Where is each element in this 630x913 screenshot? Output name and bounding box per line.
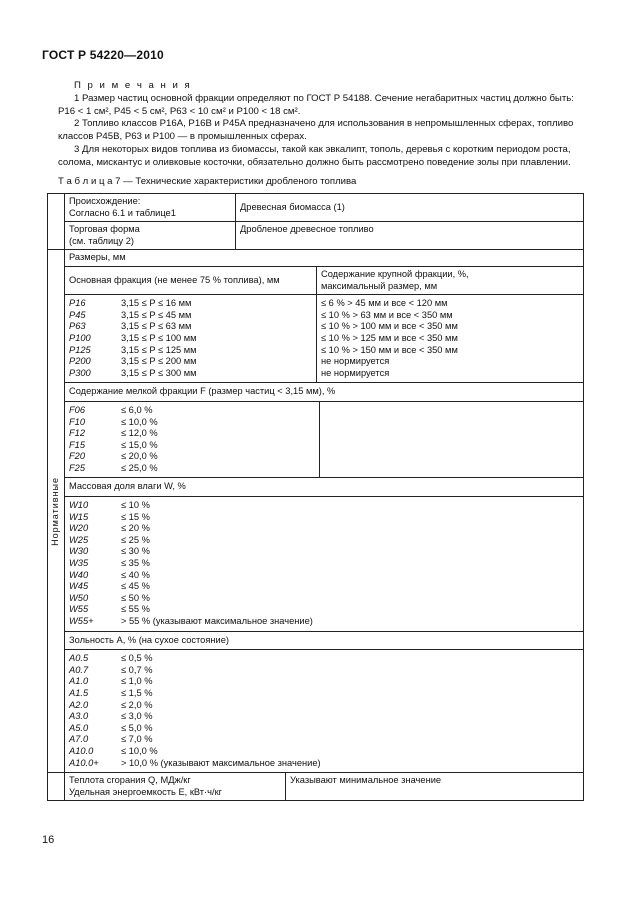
fines-empty-cell	[320, 402, 584, 478]
moisture-value: ≤ 50 %	[121, 592, 150, 603]
coarse-list	[321, 298, 579, 379]
side-label: Нормативные	[50, 476, 61, 546]
form-label-cell	[65, 222, 236, 250]
ash-cell	[65, 650, 583, 772]
heat-label-1: Теплота сгорания Q, МДж/кг	[69, 775, 191, 786]
normative-inner-table	[65, 250, 583, 772]
main-fraction-header: Основная фракция (не менее 75 % топлива), мм	[65, 266, 317, 294]
fines-row	[69, 417, 319, 429]
ash-value: ≤ 3,0 %	[121, 711, 153, 722]
ash-class: A1.0	[69, 676, 89, 687]
origin-label-1: Происхождение:	[69, 196, 141, 206]
coarse-value: ≤ 10 % > 100 мм и все < 350 мм	[321, 321, 458, 332]
size-row	[69, 333, 312, 345]
fines-class: F06	[69, 404, 86, 415]
moisture-row	[69, 535, 579, 547]
ash-value: ≤ 10,0 %	[121, 745, 158, 756]
coarse-value: ≤ 10 % > 63 мм и все < 350 мм	[321, 309, 453, 320]
size-class: P45	[69, 309, 86, 320]
ash-row	[69, 734, 579, 746]
ash-value: ≤ 0,7 %	[121, 664, 153, 675]
coarse-value: ≤ 6 % > 45 мм и все < 120 мм	[321, 298, 448, 309]
coarse-header	[317, 266, 584, 294]
moisture-class: W20	[69, 523, 89, 534]
moisture-value: ≤ 15 %	[121, 511, 150, 522]
form-value: Дробленое древесное топливо	[236, 222, 584, 250]
moisture-value: ≤ 10 %	[121, 500, 150, 511]
size-row	[69, 345, 312, 357]
ash-list	[69, 653, 579, 769]
note-1	[58, 93, 588, 119]
moisture-row	[69, 593, 579, 605]
moisture-value: ≤ 40 %	[121, 569, 150, 580]
size-row	[69, 356, 312, 368]
moisture-title: Массовая доля влаги W, %	[65, 478, 583, 497]
ash-class: A5.0	[69, 722, 89, 733]
size-value: 3,15 ≤ P ≤ 200 мм	[121, 356, 197, 367]
fines-list-cell	[65, 402, 320, 478]
moisture-class: W55	[69, 604, 89, 615]
coarse-value: ≤ 10 % > 150 мм и все < 350 мм	[321, 344, 458, 355]
normative-content	[65, 250, 584, 773]
note-3: 3 Для некоторых видов топлива из биомассы, такой как эвкалипт, тополь, деревья с коротким периодом роста, солома, мискантус и оливковые косточки, обязательно должно быть рассмотрено поведение золы при плавлении.	[58, 143, 571, 168]
size-value: 3,15 ≤ P ≤ 45 мм	[121, 309, 192, 320]
ash-value: ≤ 1,0 %	[121, 676, 153, 687]
size-value: 3,15 ≤ P ≤ 125 мм	[121, 344, 197, 355]
size-class: P125	[69, 344, 91, 355]
note-2: 2 Топливо классов P16A, P16B и P45A предназначено для использования в непромышленных сферах, топливо классов P45B, P63 и P100 — в промышленных сферах.	[58, 118, 574, 143]
size-class: P100	[69, 332, 91, 343]
coarse-values-cell	[317, 295, 584, 383]
coarse-header-1: Содержание крупной фракции, %,	[321, 268, 469, 279]
moisture-row	[69, 570, 579, 582]
form-label-1: Торговая форма	[69, 224, 140, 235]
size-value: 3,15 ≤ P ≤ 300 мм	[121, 367, 197, 378]
note-1-text: 1 Размер частиц основной фракции определяют по ГОСТ Р 54188. Сечение негабаритных частиц должно быть:	[74, 92, 574, 104]
moisture-list	[69, 500, 579, 628]
ash-value: ≤ 5,0 %	[121, 722, 153, 733]
fines-value: ≤ 10,0 %	[121, 416, 158, 427]
coarse-header-2: максимальный размер, мм	[321, 280, 438, 291]
fines-row	[69, 451, 319, 463]
heat-inner	[65, 773, 583, 800]
size-classes-cell	[65, 295, 317, 383]
fines-list	[69, 405, 319, 475]
origin-value: Древесная биомасса (1)	[236, 194, 584, 222]
side-blank-bottom	[48, 773, 65, 801]
moisture-value: ≤ 30 %	[121, 546, 150, 557]
moisture-value: ≤ 55 %	[121, 604, 150, 615]
size-class: P16	[69, 298, 86, 309]
ash-row	[69, 758, 579, 770]
moisture-row	[69, 558, 579, 570]
ash-class: A10.0	[69, 745, 94, 756]
fines-title: Содержание мелкой фракции F (размер частиц < 3,15 мм), %	[65, 383, 583, 402]
normative-row	[48, 250, 584, 773]
moisture-row	[69, 616, 579, 628]
fuel-spec-table	[47, 193, 584, 801]
moisture-class: W45	[69, 581, 89, 592]
moisture-cell	[65, 497, 583, 632]
fines-row	[69, 405, 319, 417]
heat-row	[48, 773, 584, 801]
moisture-row	[69, 500, 579, 512]
ash-class: A3.0	[69, 711, 89, 722]
fines-row	[69, 428, 319, 440]
fines-class: F10	[69, 416, 86, 427]
origin-row	[48, 194, 584, 222]
size-class: P200	[69, 356, 91, 367]
fines-value: ≤ 25,0 %	[121, 462, 158, 473]
heat-label-2: Удельная энергоемкость E, кВт·ч/кг	[69, 786, 223, 797]
moisture-value: ≤ 20 %	[121, 523, 150, 534]
fines-value: ≤ 20,0 %	[121, 451, 158, 462]
moisture-class: W55+	[69, 616, 94, 626]
heat-label-cell	[65, 773, 286, 800]
moisture-value: ≤ 45 %	[121, 581, 150, 592]
note-1-formula: P16 < 1 см², P45 < 5 см², P63 < 10 см² и P100 < 18 см².	[58, 105, 301, 117]
fines-value: ≤ 12,0 %	[121, 428, 158, 439]
moisture-class: W30	[69, 546, 89, 557]
ash-value: ≤ 7,0 %	[121, 734, 153, 745]
ash-class: A10.0+	[69, 757, 99, 768]
ash-value: ≤ 0,5 %	[121, 653, 153, 664]
size-row	[69, 321, 312, 333]
coarse-value: ≤ 10 % > 125 мм и все < 350 мм	[321, 332, 458, 343]
fines-value: ≤ 6,0 %	[121, 404, 153, 415]
moisture-value: ≤ 25 %	[121, 534, 150, 545]
fines-class: F15	[69, 439, 86, 450]
size-class: P63	[69, 321, 86, 332]
ash-row	[69, 653, 579, 665]
ash-row	[69, 688, 579, 700]
moisture-class: W35	[69, 558, 89, 569]
ash-row	[69, 676, 579, 688]
page-number: 16	[42, 834, 55, 846]
moisture-class: W10	[69, 500, 89, 511]
ash-row	[69, 700, 579, 712]
moisture-row	[69, 523, 579, 535]
size-row	[69, 368, 312, 380]
ash-value: ≤ 1,5 %	[121, 687, 153, 698]
moisture-class: W15	[69, 511, 89, 522]
ash-class: A1.5	[69, 687, 89, 698]
moisture-class: W40	[69, 569, 89, 580]
ash-class: A7.0	[69, 734, 89, 745]
heat-value: Указывают минимальное значение	[290, 775, 442, 786]
size-value: 3,15 ≤ P ≤ 63 мм	[121, 321, 192, 332]
table-caption: Т а б л и ц а 7 — Технические характеристики дробленого топлива	[58, 176, 357, 187]
size-value: 3,15 ≤ P ≤ 100 мм	[121, 332, 197, 343]
document-header: ГОСТ Р 54220—2010	[42, 48, 164, 62]
side-blank	[48, 194, 65, 250]
fines-class: F25	[69, 462, 86, 473]
heat-content	[65, 773, 584, 801]
moisture-class: W25	[69, 534, 89, 545]
fines-row	[69, 463, 319, 475]
fines-inner	[65, 402, 583, 478]
coarse-value: не нормируется	[321, 367, 390, 378]
form-row	[48, 222, 584, 250]
fines-value: ≤ 15,0 %	[121, 439, 158, 450]
side-label-cell	[48, 250, 65, 773]
size-row	[69, 298, 312, 310]
ash-row	[69, 746, 579, 758]
moisture-row	[69, 604, 579, 616]
size-class: P300	[69, 367, 91, 378]
ash-class: A0.5	[69, 653, 89, 664]
moisture-row	[69, 546, 579, 558]
size-row	[69, 310, 312, 322]
moisture-row	[69, 581, 579, 593]
ash-title: Зольность A, % (на сухое состояние)	[65, 631, 583, 650]
notes-heading: П р и м е ч а н и я	[74, 80, 192, 91]
form-label-2: (см. таблицу 2)	[69, 235, 134, 246]
moisture-class: W50	[69, 592, 89, 603]
ash-class: A0.7	[69, 664, 89, 675]
origin-label-cell	[65, 194, 236, 222]
size-value: 3,15 ≤ P ≤ 16 мм	[121, 298, 192, 309]
ash-row	[69, 711, 579, 723]
fines-cell	[65, 401, 583, 478]
ash-value: ≤ 2,0 %	[121, 699, 153, 710]
ash-class: A2.0	[69, 699, 89, 710]
origin-label-2: Согласно 6.1 и таблице1	[69, 207, 176, 218]
ash-row	[69, 723, 579, 735]
fines-class: F12	[69, 428, 86, 439]
sizes-title: Размеры, мм	[65, 250, 583, 266]
size-main-list	[69, 298, 312, 379]
moisture-value: > 55 % (указывают максимальное значение)	[121, 616, 313, 626]
fines-class: F20	[69, 451, 86, 462]
notes-section	[58, 80, 588, 170]
moisture-row	[69, 512, 579, 524]
ash-value: > 10,0 % (указывают максимальное значение)	[121, 757, 321, 768]
moisture-value: ≤ 35 %	[121, 558, 150, 569]
coarse-value: не нормируется	[321, 356, 390, 367]
fines-row	[69, 440, 319, 452]
ash-row	[69, 665, 579, 677]
